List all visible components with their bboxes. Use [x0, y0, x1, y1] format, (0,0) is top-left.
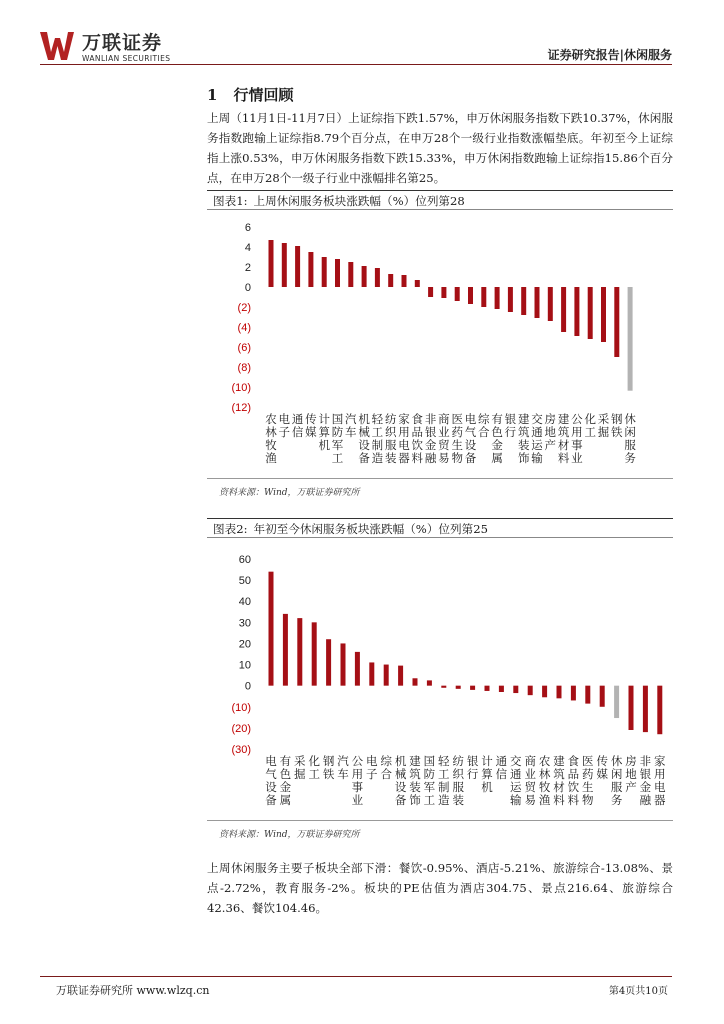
- x-category-label: 农林牧渔: [265, 412, 277, 465]
- footer-divider: [40, 976, 672, 977]
- figure2-caption: [207, 518, 673, 538]
- brand-logo: [40, 28, 200, 68]
- x-category-label: 轻工制造: [438, 754, 450, 807]
- bar-房地产: [548, 287, 553, 321]
- bar-综合: [481, 287, 486, 307]
- bar-有色金属: [283, 614, 288, 686]
- x-category-label: 纺织服装: [452, 754, 464, 807]
- x-category-label: 轻工制造: [371, 412, 384, 465]
- bar-纺织服装: [456, 686, 461, 689]
- bar-国防军工: [335, 259, 340, 287]
- y-tick-label: (20): [231, 722, 251, 735]
- figure2-label: 图表2:: [213, 522, 248, 536]
- y-tick-label: 0: [244, 282, 251, 294]
- x-category-label: 家用电器: [654, 754, 666, 807]
- x-category-label: 休闲服务: [624, 412, 636, 465]
- bar-商业贸易: [528, 686, 533, 696]
- bar-计算机: [322, 257, 327, 287]
- x-category-label: 房地产: [625, 754, 637, 794]
- bar-通信: [499, 686, 504, 692]
- bar-公用事业: [574, 287, 579, 336]
- x-category-label: 医药生物: [582, 754, 594, 807]
- bar-休闲服务: [614, 686, 619, 718]
- x-category-label: 食品饮料: [411, 412, 424, 465]
- figure1-caption: [207, 190, 673, 210]
- x-category-label: 化工: [584, 412, 596, 439]
- x-category-label: 非银金融: [424, 412, 437, 465]
- x-category-label: 计算机: [318, 412, 330, 452]
- x-category-label: 建筑装饰: [409, 754, 421, 807]
- y-tick-label: 30: [238, 617, 251, 630]
- y-tick-label: 40: [238, 596, 251, 609]
- bar-电气设备: [468, 287, 473, 304]
- x-category-label: 电气设备: [265, 754, 277, 807]
- bar-医药生物: [455, 287, 460, 301]
- x-category-label: 休闲服务: [610, 754, 623, 807]
- bar-机械设备: [398, 666, 403, 686]
- x-category-label: 电子: [278, 412, 291, 439]
- x-category-label: 公用事业: [351, 754, 364, 807]
- x-category-label: 公用事业: [571, 412, 583, 465]
- bar-化工: [312, 622, 317, 685]
- x-category-label: 有色金属: [279, 754, 292, 807]
- header-divider: [40, 64, 672, 65]
- bar-交通运输: [513, 686, 518, 693]
- bar-传媒: [600, 686, 605, 707]
- x-category-label: 建筑材料: [553, 754, 565, 807]
- x-category-label: 采掘: [597, 412, 610, 439]
- bar-建筑材料: [557, 686, 562, 699]
- x-category-label: 农林牧渔: [538, 754, 551, 807]
- x-category-label: 医药生物: [451, 412, 463, 465]
- x-category-label: 通信: [495, 754, 508, 781]
- bar-汽车: [348, 262, 353, 287]
- y-tick-label: (12): [231, 402, 251, 414]
- bar-建筑装饰: [521, 287, 526, 315]
- bar-医药生物: [585, 686, 590, 704]
- logo-w-mark: [40, 30, 74, 62]
- y-tick-label: 50: [238, 575, 251, 588]
- bar-机械设备: [362, 266, 367, 287]
- report-type: 证券研究报告|休闲服务: [547, 48, 672, 62]
- bar-计算机: [485, 686, 490, 691]
- x-category-label: 机械设备: [358, 412, 370, 465]
- x-category-label: 电气设备: [464, 412, 477, 465]
- bar-非银金融: [428, 287, 433, 297]
- bar-汽车: [341, 643, 346, 685]
- figure2-source: 资料来源：Wind，万联证券研究所: [207, 820, 673, 840]
- bar-电子: [282, 243, 287, 287]
- bar-农林牧渔: [269, 240, 274, 287]
- chart-weekly-change: [207, 214, 673, 476]
- x-category-label: 银行: [466, 754, 479, 781]
- x-category-label: 国防军工: [331, 412, 344, 465]
- bar-非银金融: [643, 686, 648, 732]
- x-category-label: 有色金属: [491, 412, 503, 465]
- x-category-label: 综合: [478, 412, 490, 439]
- y-tick-label: (2): [237, 302, 251, 314]
- bar-休闲服务: [628, 287, 633, 391]
- x-category-label: 纺织服装: [384, 412, 397, 465]
- x-category-label: 综合: [380, 754, 392, 781]
- x-category-label: 食品饮料: [567, 754, 580, 807]
- y-tick-label: (10): [231, 382, 251, 394]
- bar-钢铁: [326, 639, 331, 685]
- figure1-label: 图表1:: [213, 194, 248, 208]
- bar-房地产: [629, 686, 634, 730]
- x-category-label: 电子: [366, 754, 378, 781]
- bar-建筑装饰: [413, 678, 418, 685]
- logo-text-en: WANLIAN SECURITIES: [82, 54, 171, 63]
- bar-纺织服装: [388, 274, 393, 287]
- x-category-label: 通信: [291, 412, 304, 439]
- x-category-label: 非银金融: [639, 754, 652, 807]
- bar-电子: [369, 662, 374, 685]
- figure1-title: 上周休闲服务板块涨跌幅（%）位列第28: [253, 194, 465, 208]
- section-title: [207, 84, 293, 105]
- bar-家用电器: [402, 275, 407, 287]
- x-category-label: 交通运输: [510, 754, 522, 807]
- bar-食品饮料: [415, 280, 420, 287]
- x-category-label: 汽车: [345, 412, 357, 439]
- bar-商业贸易: [441, 287, 446, 298]
- bar-采掘: [601, 287, 606, 342]
- y-tick-label: 10: [238, 659, 251, 672]
- y-tick-label: (6): [237, 342, 251, 354]
- x-category-label: 交通运输: [531, 412, 543, 465]
- x-category-label: 传媒: [596, 754, 608, 781]
- chart-ytd-change: [207, 544, 673, 814]
- x-category-label: 建筑材料: [557, 412, 570, 465]
- x-category-label: 化工: [308, 754, 320, 781]
- y-tick-label: 60: [238, 554, 251, 566]
- y-tick-label: 4: [244, 242, 251, 254]
- footer-page-number: 第4页共10页: [608, 986, 668, 997]
- y-tick-label: (4): [237, 322, 251, 334]
- bar-建筑材料: [561, 287, 566, 332]
- bar-国防军工: [427, 680, 432, 685]
- x-category-label: 计算机: [481, 754, 493, 794]
- bar-家用电器: [657, 686, 662, 735]
- bar-交通运输: [535, 287, 540, 318]
- bar-轻工制造: [375, 268, 380, 287]
- bar-银行: [470, 686, 475, 690]
- paragraph-sub-sectors: 上周休闲服务主要子板块全部下滑：餐饮-0.95%、酒店-5.21%、旅游综合-13.08%、景点-2.72%，教育服务-2%。板块的PE估值为酒店304.75、景点216.64、旅游综合42.36、餐饮104.46。: [207, 861, 673, 915]
- y-tick-label: (30): [231, 744, 251, 756]
- y-tick-label: 20: [238, 638, 251, 651]
- figure1-source: 资料来源：Wind，万联证券研究所: [207, 478, 673, 498]
- bar-通信: [295, 246, 300, 287]
- y-tick-label: 6: [244, 222, 251, 234]
- bar-化工: [588, 287, 593, 339]
- figure2-title: 年初至今休闲服务板块涨跌幅（%）位列第25: [253, 522, 488, 536]
- bar-综合: [384, 665, 389, 686]
- bar-采掘: [297, 618, 302, 686]
- bar-传媒: [308, 252, 313, 287]
- paragraph-market-review: 上周（11月1日-11月7日）上证综指下跌1.57%，申万休闲服务指数下跌10.37%，休闲服务指数跑输上证综指8.79个百分点，在申万28个一级行业指数涨幅垫底。年初至今上证综指上涨0.53%，申万休闲服务指数下跌15.33%，申万休闲指数跑输上证综指15.86个百分点，在申万28个一级子行业中涨幅排名第25。: [207, 111, 673, 185]
- x-category-label: 钢铁: [611, 412, 623, 439]
- bar-公用事业: [355, 652, 360, 686]
- x-category-label: 汽车: [337, 754, 349, 781]
- x-category-label: 传媒: [305, 412, 317, 439]
- y-tick-label: (8): [237, 362, 251, 374]
- x-category-label: 商业贸易: [438, 412, 450, 465]
- x-category-label: 房地产: [544, 412, 557, 452]
- bar-农林牧渔: [542, 686, 547, 698]
- section-title-text: 行情回顾: [233, 86, 294, 104]
- x-category-label: 机械设备: [394, 754, 407, 807]
- y-tick-label: (10): [231, 701, 251, 714]
- bar-有色金属: [495, 287, 500, 309]
- logo-text-cn: 万联证券: [82, 32, 163, 54]
- x-category-label: 银行: [504, 412, 517, 439]
- footer-company: 万联证券研究所 www.wlzq.cn: [56, 984, 210, 997]
- bar-轻工制造: [441, 686, 446, 688]
- section-number: 1: [207, 86, 218, 104]
- bar-食品饮料: [571, 686, 576, 701]
- x-category-label: 国防军工: [423, 754, 436, 807]
- x-category-label: 建筑装饰: [517, 412, 530, 465]
- y-tick-label: 2: [244, 262, 251, 274]
- x-category-label: 采掘: [294, 754, 306, 781]
- bar-银行: [508, 287, 513, 312]
- x-category-label: 商业贸易: [524, 754, 536, 807]
- x-category-label: 钢铁: [322, 754, 335, 781]
- bar-电气设备: [269, 572, 274, 686]
- y-tick-label: 0: [244, 680, 251, 693]
- bar-钢铁: [614, 287, 619, 357]
- x-category-label: 家用电器: [398, 412, 410, 465]
